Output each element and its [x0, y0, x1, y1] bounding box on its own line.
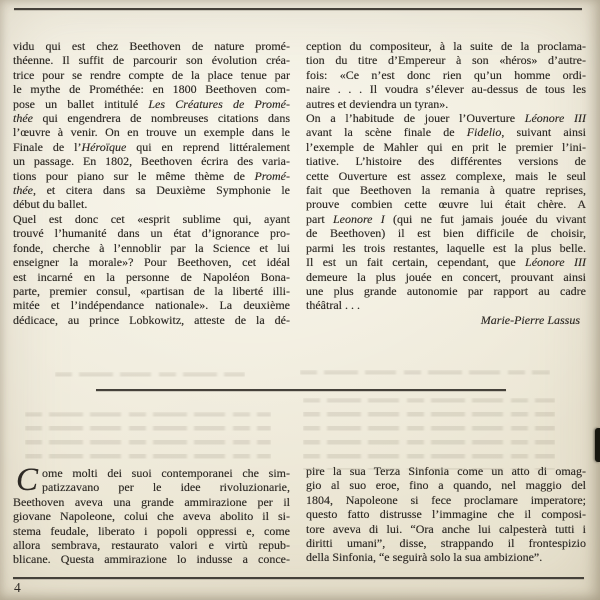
text-line: blicane. Questa ammirazione lo indusse a conce- — [13, 552, 290, 567]
text-line: cette Ouverture est assez complexe, mais le seul — [306, 168, 586, 183]
section-divider-rule — [96, 389, 506, 391]
text-line: allora sembrava, restaurato valori e virtù repub- — [13, 538, 290, 553]
text-line: On a l’habitude de jouer l’Ouverture Léonore III — [306, 111, 586, 126]
text-line: thée qui engendrera de nombreuses citations dans — [13, 111, 290, 126]
text-line: ception du compositeur, à la suite de la proclama- — [306, 39, 586, 53]
bottom-rule — [13, 577, 584, 579]
text-line: trice pour se rendre compte de la place tenue par — [13, 67, 290, 82]
text-line: vidu qui est chez Beethoven de nature promé- — [13, 39, 290, 53]
text-line: enseigner la morale»? Pour Beethoven, cet idéal — [13, 255, 290, 270]
text-line: l’œuvre à venir. On en trouve un exemple dans le — [13, 125, 290, 140]
text-line: pose un ballet intitulé Les Créatures de Promé- — [13, 96, 291, 111]
text-line: fois: «Ce n’est donc rien qu’un homme ordi- — [306, 67, 586, 82]
french-text-left-column — [13, 39, 290, 327]
text-line: diritti umani”, disse, strappando il frontespizio — [306, 536, 586, 551]
text-line: Quel est donc cet «esprit sublime qui, ayant — [13, 211, 290, 226]
text-line: théenne. Il suffit de parcourir son évolution créa- — [13, 53, 290, 68]
bleed-through-artifact — [300, 370, 550, 384]
scan-edge-artifact — [595, 428, 600, 462]
text-line: demeure la plus jouée en concert, prouvant ainsi — [306, 269, 586, 284]
french-text-right-column — [306, 39, 586, 327]
text-line: de Beethoven) il est bien difficile de choisir, — [306, 226, 586, 241]
page-number: 4 — [14, 580, 21, 595]
text-line: dédicace, au prince Lobkowitz, atteste de la dé- — [13, 312, 290, 327]
italian-text-right-column — [306, 464, 586, 565]
text-line: autres et deviendra un tyran». — [306, 96, 449, 111]
text-line: fait que Beethoven la remania à quatre reprises, — [306, 183, 586, 198]
text-line: questo fatto distrusse l’immagine che il composi- — [306, 507, 586, 522]
text-line: trouvé l’humanité dans un état d’ignorance pro- — [13, 226, 290, 241]
text-line: est incarné en la personne de Napoléon Bona- — [13, 269, 290, 284]
text-line: Marie-Pierre Lassus — [480, 312, 580, 327]
text-line: thée, et citera dans sa Deuxième Symphonie le — [13, 183, 290, 198]
text-line: ome molti dei suoi contemporanei che sim- — [42, 466, 290, 480]
drop-cap-letter: C — [16, 462, 39, 498]
text-line: Beethoven aveva una grande ammirazione per il — [13, 494, 290, 509]
text-line: giovane Napoleone, colui che aveva abolito il si- — [13, 509, 290, 524]
italian-text-left-column — [13, 462, 290, 567]
text-line: della Sinfonia, “e seguirà solo la sua ambizione”. — [306, 550, 543, 565]
text-line: 1804, Napoleone si fece proclamare imperatore; — [306, 492, 586, 507]
text-line: stema feudale, liberato i popoli oppressi e, come — [13, 523, 290, 538]
text-line: parmi les trois restantes, laquelle est la plus belle. — [306, 240, 586, 255]
text-line: gio al suo eroe, fino a quando, nel maggio del — [306, 478, 586, 493]
text-line: tions pour piano sur le même thème de Promé- — [13, 168, 290, 183]
top-rule — [14, 8, 582, 10]
text-line: le mythe de Prométhée: en 1800 Beethoven com- — [13, 82, 290, 97]
text-line: théâtral . . . — [306, 298, 360, 313]
text-line: Il est un fait certain, cependant, que Léonore III — [306, 255, 586, 270]
text-line: Finale de l’Héroïque qui en reprend littéralement — [13, 139, 290, 154]
text-line: parte, premier consul, «partisan de la liberté illi- — [13, 283, 290, 298]
text-line: prouve combien cette œuvre lui était chère. A — [306, 197, 586, 212]
text-line: naire . . . Il voudra s’élever au-dessus de tous les — [306, 82, 586, 97]
text-line: patizzavano per le idee rivoluzionarie, — [42, 480, 290, 495]
bleed-through-artifact — [25, 412, 271, 460]
text-line: avant la scène finale de Fidelio, suivant ainsi — [306, 125, 587, 140]
text-line: tiative. L’histoire des différentes versions de — [306, 154, 586, 169]
text-line: mitée et l’indépendance nationale». La deuxième — [13, 298, 290, 313]
text-line: début du ballet. — [13, 197, 88, 212]
italian-left-lines — [13, 462, 290, 567]
text-line: pire la sua Terza Sinfonia come un atto di omag- — [306, 464, 586, 478]
bleed-through-artifact — [303, 398, 555, 470]
text-line: une plus grande autonomie par rapport au cadre — [306, 283, 586, 298]
text-line: un passage. En 1802, Beethoven écrira des varia- — [13, 154, 290, 169]
text-line: part Leonore I (qui ne fut jamais jouée du vivant — [306, 211, 587, 226]
text-line: l’exemple de Mahler qui en prit le premier l’ini- — [306, 139, 586, 154]
text-line: tion du titre d’Empereur à son «héros» d’autre- — [306, 53, 586, 68]
text-line: fonde, cherche à l’ennoblir par la Science et lui — [13, 240, 290, 255]
text-line: tore aveva di lui. “Ora anche lui calpesterà tutti i — [306, 521, 586, 536]
bleed-through-artifact — [55, 372, 245, 384]
